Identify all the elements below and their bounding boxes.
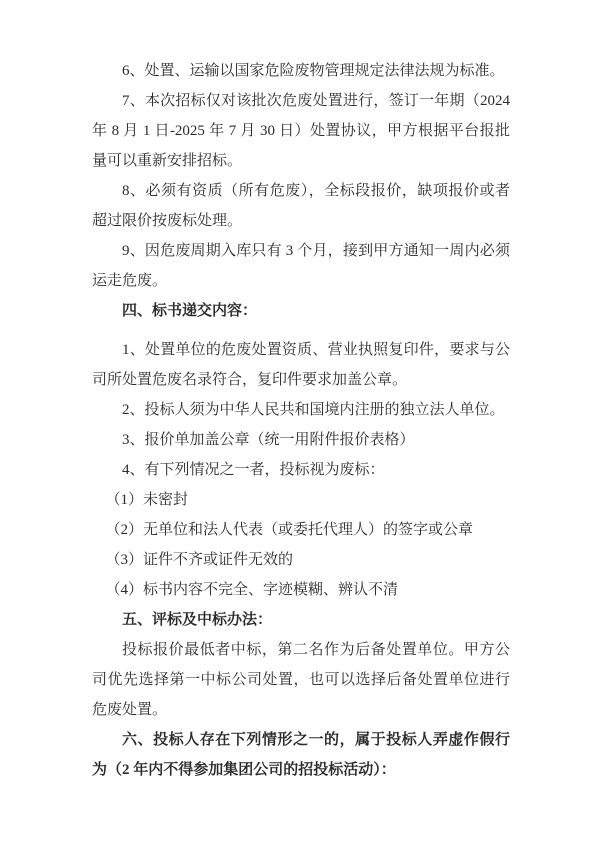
paragraph-item-7: 7、本次招标仅对该批次危废处置进行，签订一年期（2024 年 8 月 1 日-2025 年 7 月 30 日）处置协议，甲方根据平台报批量可以重新安排招标。 [92,93,510,169]
paragraph-evaluation-rule: 投标报价最低者中标，第二名作为后备处置单位。甲方公司优先选择第一中标公司处置，也可以选择后备处置单位进行危废处置。 [92,642,510,718]
paragraph-item-6: 6、处置、运输以国家危险废物管理规定法律法规为标准。 [122,63,505,79]
paragraph-item-8: 8、必须有资质（所有危废），全标段报价，缺项报价或者超过限价按废标处理。 [92,183,510,229]
section-heading-5-evaluation-method: 五、评标及中标办法： [122,612,273,628]
list-item-invalid-bid-2: （2）无单位和法人代表（或委托代理人）的签字或公章 [105,522,474,538]
list-item-invalid-bid-1: （1）未密封 [105,492,189,508]
section-heading-6-fraud-clause: 六、投标人存在下列情形之一的，属于投标人弄虚作假行为（2 年内不得参加集团公司的招投标活动）： [92,732,510,778]
paragraph-submission-3: 3、报价单加盖公章（统一用附件报价表格） [122,432,415,448]
paragraph-submission-1: 1、处置单位的危废处置资质、营业执照复印件，要求与公司所处置危废名录符合，复印件要求加盖公章。 [92,342,510,388]
document-body [92,56,510,785]
section-heading-4-submission-contents: 四、标书递交内容： [122,303,258,319]
paragraph-submission-4: 4、有下列情况之一者，投标视为废标： [122,462,385,478]
paragraph-item-9: 9、因危废周期入库只有 3 个月，接到甲方通知一周内必须运走危废。 [92,243,510,289]
list-item-invalid-bid-3: （3）证件不齐或证件无效的 [105,552,294,568]
list-item-invalid-bid-4: （4）标书内容不完全、字迹模糊、辨认不清 [105,582,399,598]
paragraph-submission-2: 2、投标人须为中华人民共和国境内注册的独立法人单位。 [122,402,505,418]
